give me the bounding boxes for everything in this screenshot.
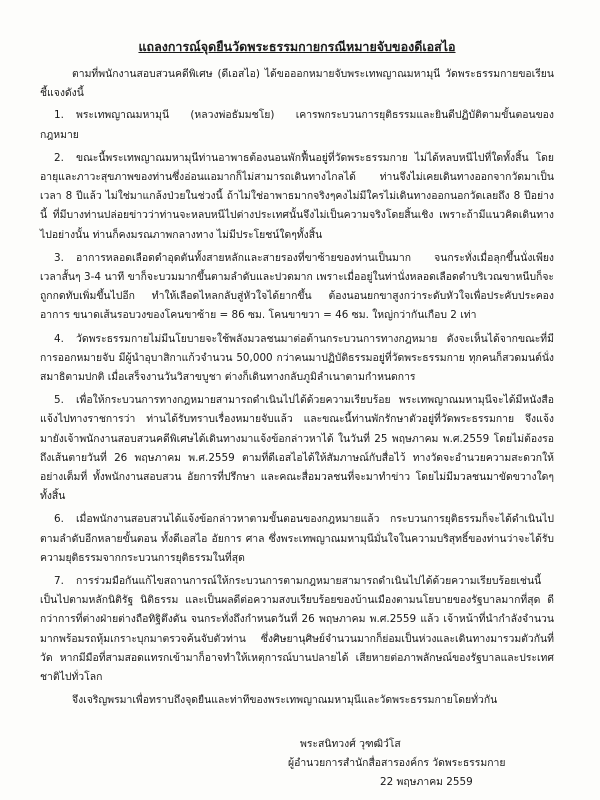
signature-date: 22 พฤษภาคม 2559 (380, 776, 473, 789)
list-item (40, 391, 554, 506)
list-item (40, 249, 554, 326)
item-number: 1. (54, 109, 64, 122)
document-title: แถลงการณ์จุดยืนวัดพระธรรมกายกรณีหมายจับของดีเอสไอ (138, 39, 456, 54)
item-number: 4. (54, 332, 64, 345)
signer-position: ผู้อำนวยการสำนักสื่อสารองค์กร วัดพระธรรมกาย (288, 757, 506, 770)
item-text: เพื่อให้กระบวนการทางกฎหมายสามารถดำเนินไปได้ด้วยความเรียบร้อย พระเทพญาณมหามุนีจะได้มีหนังสือแจ้งไปทางราชการว่า ท่านได้รับทราบเรื่องหมายจับแล้ว และขณะนี้ท่านพักรักษาตัวอยู่ที่วัดพระธรรมกาย จึงแจ้งมายังเจ้าพนักงานสอบสวนคดีพิเศษได้เดินทางมาแจ้งข้อกล่าวหาได้ ในวันที่ 25 พฤษภาคม พ.ศ.2559 โดยไม่ต้องรอถึงเส้นตายวันที่ 26 พฤษภาคม พ.ศ.2559 ตามที่ดีเอสไอได้ให้สัมภาษณ์กับสื่อไว้ ทางวัดจะอำนวยความสะดวกให้อย่างเต็มที่ ทั้งพนักงานสอบสวน อัยการที่ปรึกษา และคณะสื่อมวลชนที่จะมาทำข่าว โดยไม่มีมวลชนมาขัดขวางใดๆทั้งสิ้น (40, 394, 554, 503)
item-number: 7. (54, 575, 64, 588)
item-text: พระเทพญาณมหามุนี (หลวงพ่อธัมมชโย) เคารพกระบวนการยุติธรรมและยินดีปฏิบัติตามขั้นตอนของกฎหมาย (40, 109, 554, 141)
intro-paragraph: ตามที่พนักงานสอบสวนคดีพิเศษ (ดีเอสไอ) ได้ขอออกหมายจับพระเทพญาณมหามุนี วัดพระธรรมกายขอเรียนชี้แจงดังนี้ (40, 68, 554, 100)
closing-paragraph: จึงเจริญพรมาเพื่อทราบถึงจุดยืนและท่าทีของพระเทพญาณมหามุนีและวัดพระธรรมกายโดยทั่วกัน (72, 694, 498, 707)
list-item (40, 510, 554, 568)
item-number: 2. (54, 151, 64, 164)
list-item (40, 106, 554, 144)
signer-name: พระสนิทวงศ์ วุฑฒิวํโส (300, 738, 401, 750)
list-item (40, 149, 554, 245)
item-number: 6. (54, 513, 64, 526)
item-text: เมื่อพนักงานสอบสวนได้แจ้งข้อกล่าวหาตามขั้นตอนของกฎหมายแล้ว กระบวนการยุติธรรมก็จะได้ดำเนินไปตามลำดับอีกหลายขั้นตอน ทั้งดีเอสไอ อัยการ ศาล ซึ่งพระเทพญาณมหามุนีมั่นใจในความบริสุทธิ์ของท่านว่าจะได้รับความยุติธรรมจากกระบวนการยุติธรรมในที่สุด (40, 513, 554, 564)
item-text: ขณะนี้พระเทพญาณมหามุนีท่านอาพาธต้องนอนพักฟื้นอยู่ที่วัดพระธรรมกาย ไม่ได้หลบหนีไปที่ใดทั้งสิ้น โดยอายุและภาวะสุขภาพของท่านซึ่งอ่อนแอมากก็ไม่สามารถเดินทางไกลได้ ท่านจึงไม่เคยเดินทางออกจากวัดมาเป็นเวลา 8 ปีแล้ว ไม่ใช่มาแกล้งป่วยในช่วงนี้ ถ้าไม่ใช่อาพาธมากจริงๆคงไม่มีใครไม่เดินทางออกนอกวัดเลยถึง 8 ปีอย่างนี้ ที่มีบางท่านปล่อยข่าวว่าท่านจะหลบหนีไปต่างประเทศนั้นจึงไม่เป็นความจริงโดยสิ้นเชิง เพราะถ้ามีแนวคิดเดินทางไปอย่างนั้น ท่านก็คงมรณภาพกลางทาง ไม่มีประโยชน์ใดๆทั้งสิ้น (40, 151, 554, 241)
list-item (40, 330, 554, 388)
item-text: วัดพระธรรมกายไม่มีนโยบายจะใช้พลังมวลชนมาต่อต้านกระบวนการทางกฎหมาย ดังจะเห็นได้จากขณะที่มีการออกหมายจับ มีผู้นำอุบาสิกาแก้วจำนวน 50,000 กว่าคนมาปฏิบัติธรรมอยู่ที่วัดพระธรรมกาย ทุกคนก็สวดมนต์นั่งสมาธิตามปกติ เมื่อเสร็จงานวันวิสาขบูชา ต่างก็เดินทางกลับภูมิลำเนาตามกำหนดการ (40, 332, 554, 384)
item-number: 5. (54, 394, 64, 407)
list-item (40, 572, 554, 687)
item-number: 3. (54, 251, 64, 264)
item-text: อาการหลอดเลือดดำอุดตันทั้งสายหลักและสายรองที่ขาซ้ายของท่านเป็นมาก จนกระทั่งเมื่อลุกขึ้นนั่งเพียงเวลาสั้นๆ 3-4 นาที ขาก็จะบวมมากขึ้นตามลำดับและปวดมาก เพราะเมื่ออยู่ในท่านั่งหลอดเลือดดำบริเวณขาหนีบก็จะถูกกดทับเพิ่มขึ้นไปอีก ทำให้เลือดไหลกลับสู่หัวใจได้ยากขึ้น ต้องนอนยกขาสูงกว่าระดับหัวใจเพื่อประคับประคองอาการ ขนาดเส้นรอบวงของโคนขาซ้าย = 86 ซม. โคนขาขวา = 46 ซม. ใหญ่กว่ากันเกือบ 2 เท่า (40, 251, 554, 322)
item-text: การร่วมมือกันแก้ไขสถานการณ์ให้กระบวนการตามกฎหมายสามารถดำเนินไปได้ด้วยความเรียบร้อยเช่นนี้ เป็นไปตามหลักนิติรัฐ นิติธรรม และเป็นผลดีต่อความสงบเรียบร้อยของบ้านเมืองตามนโยบายของรัฐบาลมากที่สุด ดีกว่าการที่ต่างฝ่ายต่างถือทิฐิตึงดัน จนกระทั่งถึงกำหนดวันที่ 26 พฤษภาคม พ.ศ.2559 แล้ว เจ้าหน้าที่นำกำลังจำนวนมากพร้อมรถหุ้มเกราะบุกมาตรวจค้นจับตัวท่าน ซึ่งศิษยานุศิษย์จำนวนมากก็ย่อมเป็นห่วงและเดินทางมารวมตัวกันที่วัด หากมีมือที่สามสอดแทรกเข้ามาก็อาจทำให้เหตุการณ์บานปลายได้ เสียหายต่อภาพลักษณ์ของรัฐบาลและประเทศชาติไปทั่วโลก (40, 575, 554, 684)
signature-block (288, 735, 505, 793)
